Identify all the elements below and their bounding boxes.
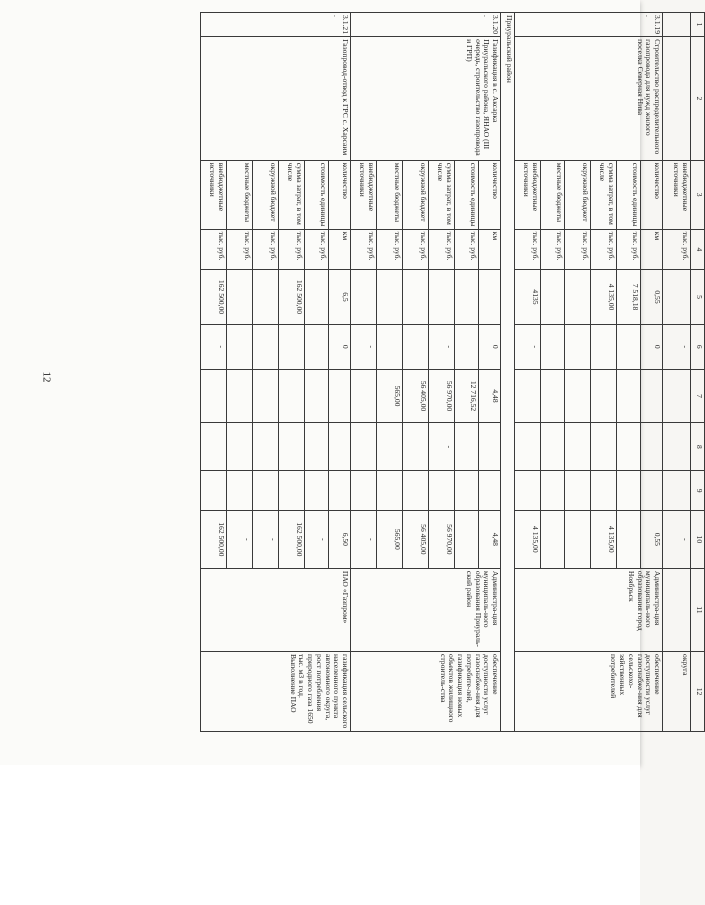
table-row: стоимость единицы тыс. руб. -	[305, 13, 329, 732]
measure-name: Строительство распределительного газопровода для нужд жилого поселка Северная Нива	[515, 37, 663, 161]
value-cell: -	[663, 324, 691, 369]
executor-cell: Администра-ция муниципаль-ного образования город Ноябрьск	[515, 568, 663, 651]
indicator-cell: внебюджетные источники	[663, 160, 691, 229]
result-cell: обеспечение доступности услуг газоснабже-ния для сельскохо-зяйственных потребителей	[515, 652, 663, 732]
table-row: окружной бюджет тыс. руб.	[565, 13, 591, 732]
col-header-5: 5	[691, 270, 705, 325]
page-number: 12	[40, 371, 53, 383]
measure-name: Газификация в с. Аксарка Приуральского района, ЯНАО (III очередь, строительство газопровода и ГРП)	[351, 37, 501, 161]
table-row: сумма затрат, в том числе тыс. руб. - 56 970,00 - 56 970,00	[429, 13, 455, 732]
result-cell: обеспечение доступности услуг газоснабже-ния для потребите-лей, газификация новых объектов жилищного строитель-ства	[351, 652, 501, 732]
table-row: окружной бюджет тыс. руб. 56 405,00 56 405,00	[403, 13, 429, 732]
col-header-6: 6	[691, 324, 705, 369]
executor-cell: Администра-ция муниципаль-ного образования Приураль-ский район	[351, 568, 501, 651]
rotated-table-container	[108, 12, 705, 732]
measure-name: Газопровод-отвод к ГРС с. Харсаим	[201, 37, 351, 161]
col-header-8: 8	[691, 423, 705, 471]
table-row: 3.1.20. Газификация в с. Аксарка Приуральского района, ЯНАО (III очередь, строительство газопровода и ГРП) количество км 0 4,48 4,48 Администра-ция муниципаль-ного образования Приураль-ский район обеспечение доступности услуг газоснабже-ния для потребите-лей, газификация новых объектов жилищного строитель-ства	[479, 13, 501, 732]
page-bottom-margin	[0, 765, 640, 905]
table-row: местные бюджеты тыс. руб. -	[227, 13, 253, 732]
table-row: стоимость единицы тыс. руб. 12 716,52	[455, 13, 479, 732]
table-row: сумма затрат, в том числе тыс. руб. 4 135,00 4 135,00	[591, 13, 617, 732]
total-cell: -	[663, 510, 691, 568]
table-row: стоимость единицы тыс. руб. 7 518,18	[617, 13, 641, 732]
table-row: внебюджетные источники тыс. руб. 4135 - 4 135,00	[515, 13, 541, 732]
row-number: 3.1.20.	[351, 13, 501, 37]
table-row: местные бюджеты тыс. руб.	[541, 13, 565, 732]
header-row	[691, 13, 705, 732]
section-row	[501, 13, 515, 732]
table-row: сумма затрат, в том числе тыс. руб. 162 500,00 162 500,00	[279, 13, 305, 732]
table-row: внебюджетные источники тыс. руб. 162 500,00 - 162 500,00	[201, 13, 227, 732]
col-header-2: 2	[691, 37, 705, 161]
executor-cell: ПАО «Газпром»	[201, 568, 351, 651]
unit-cell: тыс. руб.	[663, 229, 691, 269]
table-row: окружной бюджет тыс. руб. -	[253, 13, 279, 732]
col-header-10: 10	[691, 510, 705, 568]
col-header-11: 11	[691, 568, 705, 651]
col-header-7: 7	[691, 369, 705, 423]
table-row: 3.1.19. Строительство распределительного газопровода для нужд жилого поселка Северная Нива количество км 0,55 0 0,55 Администра-ция муниципаль-ного образования город Ноябрьск обеспечение доступности услуг газоснабже-ния для сельскохо-зяйственных потребителей	[641, 13, 663, 732]
col-header-9: 9	[691, 471, 705, 510]
table-row: внебюджетные источники тыс. руб. - -	[351, 13, 377, 732]
table-row: 3.1.21. Газопровод-отвод к ГРС с. Харсаим количество км 6,5 0 6,50 ПАО «Газпром» газификация сельского населенного пункта автономного округа, рост потребления природного газа 1650 тыс. м3 в год. Выполнение ПАО	[329, 13, 351, 732]
col-header-4: 4	[691, 229, 705, 269]
col-header-3: 3	[691, 160, 705, 229]
row-number: 3.1.19.	[515, 13, 663, 37]
result-cell: округа	[663, 652, 691, 732]
table-row	[663, 13, 691, 732]
section-title: Приуральский район	[501, 13, 515, 732]
col-header-1: 1	[691, 13, 705, 37]
table-row: местные бюджеты тыс. руб. 565,00 565,00	[377, 13, 403, 732]
col-header-12: 12	[691, 652, 705, 732]
result-cell: газификация сельского населенного пункта автономного округа, рост потребления природного газа 1650 тыс. м3 в год. Выполнение ПАО	[201, 652, 351, 732]
program-table	[200, 12, 705, 732]
row-number: 3.1.21.	[201, 13, 351, 37]
